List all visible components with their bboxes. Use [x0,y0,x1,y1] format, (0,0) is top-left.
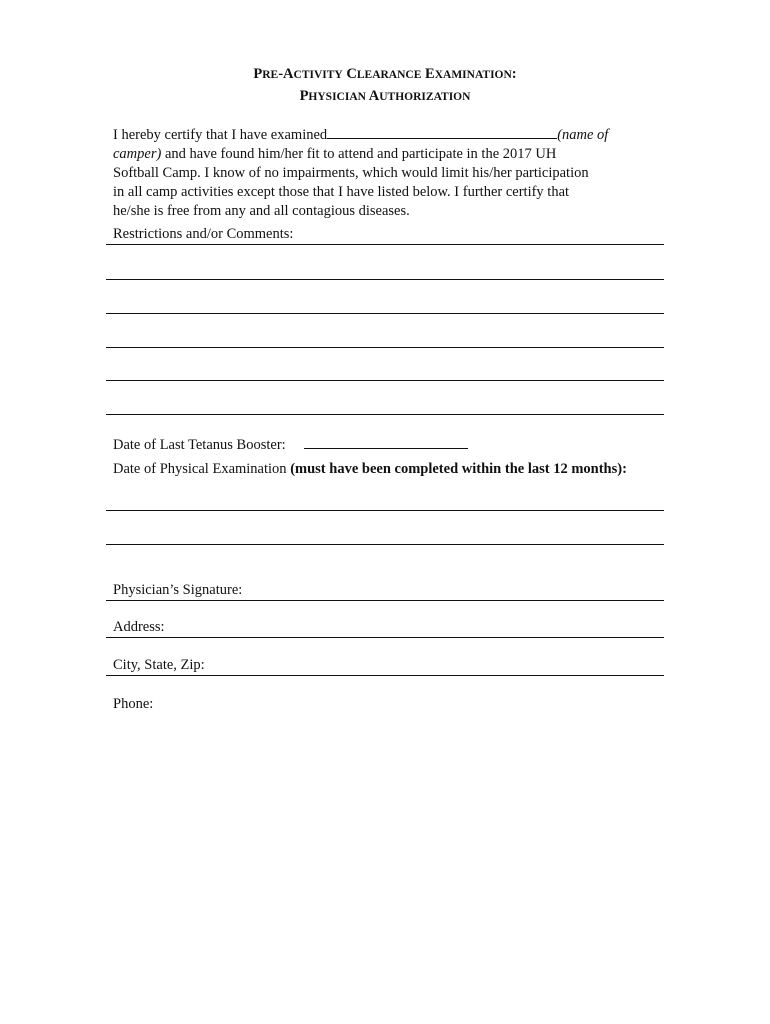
certification-paragraph: I hereby certify that I have examined (name of camper) and have found him/her fit to attend and participate in the 2017 UH Softball Camp. I know of no impairments, which would limit his/her participation in all camp activities except those that I have listed below. I further certify that he/she is free from any and all contagious diseases. [113,124,673,221]
tetanus-label: Date of Last Tetanus Booster: [113,437,286,453]
address-label: Address: [113,619,165,635]
comments-line-2[interactable] [106,313,664,314]
comments-line-5[interactable] [106,414,664,415]
physical-date-line-2[interactable] [106,544,664,545]
physical-exam-row [113,461,627,478]
physical-date-line-1[interactable] [106,510,664,511]
comments-line-4[interactable] [106,380,664,381]
signature-label: Physician’s Signature: [113,582,243,598]
comments-line-3[interactable] [106,347,664,348]
signature-field[interactable] [106,582,664,601]
form-title: PRE-ACTIVITY CLEARANCE EXAMINATION: [253,66,517,82]
physical-exam-label: Date of Physical Examination [113,461,287,477]
comments-line-1[interactable] [106,279,664,280]
city-state-zip-field[interactable] [106,657,664,676]
phone-row [113,696,153,713]
tetanus-row [113,434,468,454]
phone-label: Phone: [113,696,154,712]
restrictions-field[interactable] [106,226,664,245]
tetanus-date-field[interactable] [304,434,468,449]
physical-exam-note: (must have been completed within the last 12 months): [290,461,627,477]
camper-name-field[interactable] [327,124,557,139]
address-field[interactable] [106,619,664,638]
restrictions-label: Restrictions and/or Comments: [113,226,294,242]
city-state-zip-label: City, State, Zip: [113,657,205,673]
form-subtitle: PHYSICIAN AUTHORIZATION [299,88,471,104]
